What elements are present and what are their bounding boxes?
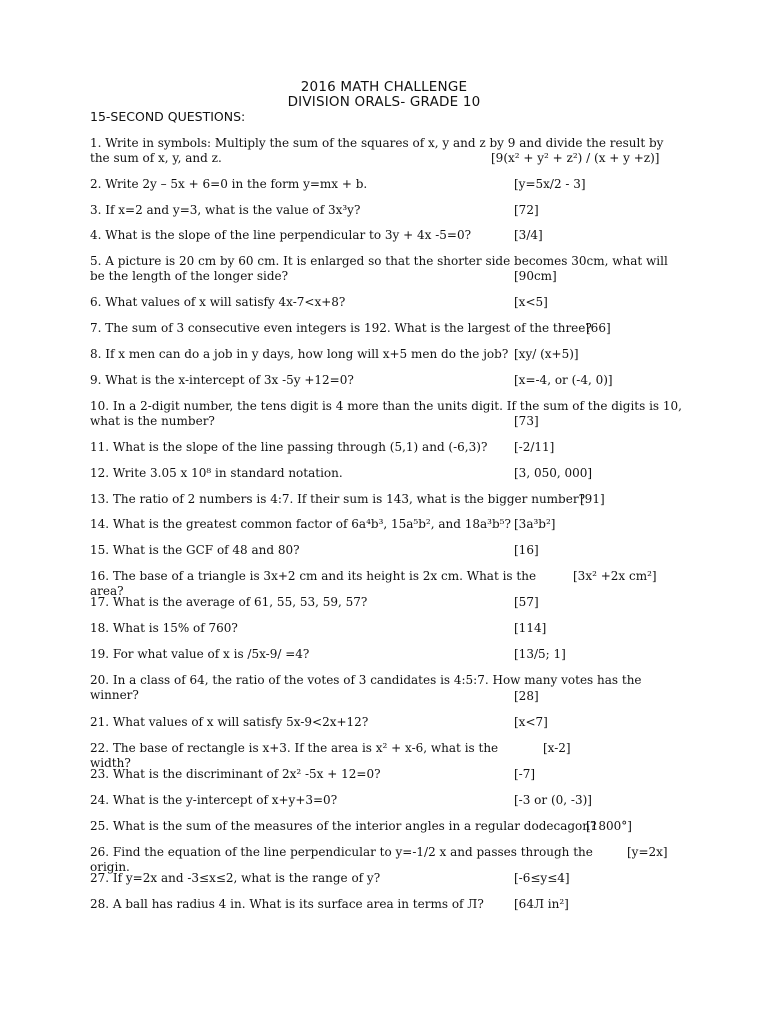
answer-text: [-2/11] — [514, 440, 555, 454]
question-text: 6. What values of x will satisfy 4x-7<x+8? — [90, 295, 346, 309]
answer-text: [xy/ (x+5)] — [514, 347, 579, 361]
question-item — [90, 543, 686, 558]
question-item — [90, 203, 686, 218]
question-text: 19. For what value of x is /5x-9/ =4? — [90, 647, 310, 661]
answer-text: [y=2x] — [627, 845, 668, 859]
question-text: 18. What is 15% of 760? — [90, 621, 238, 635]
question-text: 13. The ratio of 2 numbers is 4:7. If their sum is 143, what is the bigger number? — [90, 492, 585, 506]
answer-text: [x<5] — [514, 295, 548, 309]
question-text: 16. The base of a triangle is 3x+2 cm and its height is 2x cm. What is the area? — [90, 569, 537, 598]
answer-text: [16] — [514, 543, 539, 557]
answer-text: [-6≤y≤4] — [514, 871, 570, 885]
question-text: 28. A ball has radius 4 in. What is its surface area in terms of Л? — [90, 897, 484, 911]
answer-text: [90cm] — [514, 269, 557, 283]
question-text: 23. What is the discriminant of 2x² -5x + 12=0? — [90, 767, 381, 781]
question-text: 15. What is the GCF of 48 and 80? — [90, 543, 300, 557]
question-text: 26. Find the equation of the line perpendicular to y=-1/2 x and passes through the origin. — [90, 845, 593, 874]
question-text: 11. What is the slope of the line passing through (5,1) and (-6,3)? — [90, 440, 488, 454]
question-text: 5. A picture is 20 cm by 60 cm. It is enlarged so that the shorter side becomes 30cm, what will be the length of the longer side? — [90, 254, 668, 283]
question-text: 22. The base of rectangle is x+3. If the area is x² + x-6, what is the width? — [90, 741, 499, 770]
question-text: 25. What is the sum of the measures of the interior angles in a regular dodecagon? — [90, 819, 597, 833]
question-text: 9. What is the x-intercept of 3x -5y +12=0? — [90, 373, 354, 387]
question-item — [90, 492, 650, 507]
question-text: 2. Write 2y – 5x + 6=0 in the form y=mx + b. — [90, 177, 368, 191]
section-heading: 15-SECOND QUESTIONS: — [90, 109, 246, 124]
question-text: 20. In a class of 64, the ratio of the votes of 3 candidates is 4:5:7. How many votes has the winner? — [90, 673, 642, 702]
question-item — [90, 897, 686, 912]
question-text: 14. What is the greatest common factor of 6a⁴b³, 15a⁵b², and 18a³b⁵? — [90, 517, 511, 531]
question-text: 21. What values of x will satisfy 5x-9<2x+12? — [90, 715, 369, 729]
answer-text: [9(x² + y² + z²) / (x + y +z)] — [491, 151, 660, 165]
question-item — [90, 466, 686, 481]
answer-text: [91] — [580, 492, 605, 506]
question-text: 4. What is the slope of the line perpendicular to 3y + 4x -5=0? — [90, 228, 472, 242]
question-text: 1. Write in symbols: Multiply the sum of the squares of x, y and z by 9 and divide the result by the sum of x, y, and z. — [90, 136, 664, 165]
question-item — [90, 647, 686, 662]
answer-text: [-7] — [514, 767, 536, 781]
question-item — [90, 177, 686, 192]
answer-text: [64Л in²] — [514, 897, 569, 911]
answer-text: [3/4] — [514, 228, 543, 242]
question-text: 7. The sum of 3 consecutive even integers is 192. What is the largest of the three? — [90, 321, 592, 335]
answer-text: [-3 or (0, -3)] — [514, 793, 592, 807]
question-text: 8. If x men can do a job in y days, how long will x+5 men do the job? — [90, 347, 509, 361]
question-text: 27. If y=2x and -3≤x≤2, what is the range of y? — [90, 871, 381, 885]
answer-text: [x-2] — [543, 741, 571, 755]
answer-text: [y=5x/2 - 3] — [514, 177, 586, 191]
question-text: 10. In a 2-digit number, the tens digit is 4 more than the units digit. If the sum of the digits is 10, what is the number? — [90, 399, 682, 428]
answer-text: [13/5; 1] — [514, 647, 566, 661]
answer-text: [x=-4, or (-4, 0)] — [514, 373, 613, 387]
question-item — [90, 254, 686, 284]
answer-text: [3a³b²] — [514, 517, 556, 531]
question-text: 3. If x=2 and y=3, what is the value of 3x³y? — [90, 203, 361, 217]
question-item — [90, 295, 686, 310]
answer-text: [x<7] — [514, 715, 548, 729]
question-text: 24. What is the y-intercept of x+y+3=0? — [90, 793, 338, 807]
question-item — [90, 399, 686, 429]
answer-text: [57] — [514, 595, 539, 609]
question-item — [90, 440, 686, 455]
question-text: 12. Write 3.05 x 10⁸ in standard notation. — [90, 466, 343, 480]
answer-text: [3x² +2x cm²] — [573, 569, 657, 583]
question-item — [90, 621, 686, 636]
question-text: 17. What is the average of 61, 55, 53, 59, 57? — [90, 595, 368, 609]
page-title: 2016 MATH CHALLENGE — [300, 79, 468, 95]
question-item — [90, 347, 686, 362]
answer-text: [3, 050, 000] — [514, 466, 593, 480]
answer-text: [1800°] — [586, 819, 632, 833]
answer-text: [72] — [514, 203, 539, 217]
question-item — [90, 715, 686, 730]
answer-text: [114] — [514, 621, 547, 635]
question-item — [90, 517, 686, 532]
question-item — [90, 793, 686, 808]
question-item — [90, 871, 686, 886]
answer-text: [73] — [514, 414, 539, 428]
answer-text: [28] — [514, 689, 539, 703]
page-subtitle: DIVISION ORALS- GRADE 10 — [287, 94, 481, 110]
question-item — [90, 767, 686, 782]
question-item — [90, 673, 686, 703]
answer-text: [66] — [586, 321, 611, 335]
question-item — [90, 321, 650, 336]
question-item — [90, 819, 620, 834]
question-item — [90, 595, 686, 610]
question-item — [90, 228, 686, 243]
